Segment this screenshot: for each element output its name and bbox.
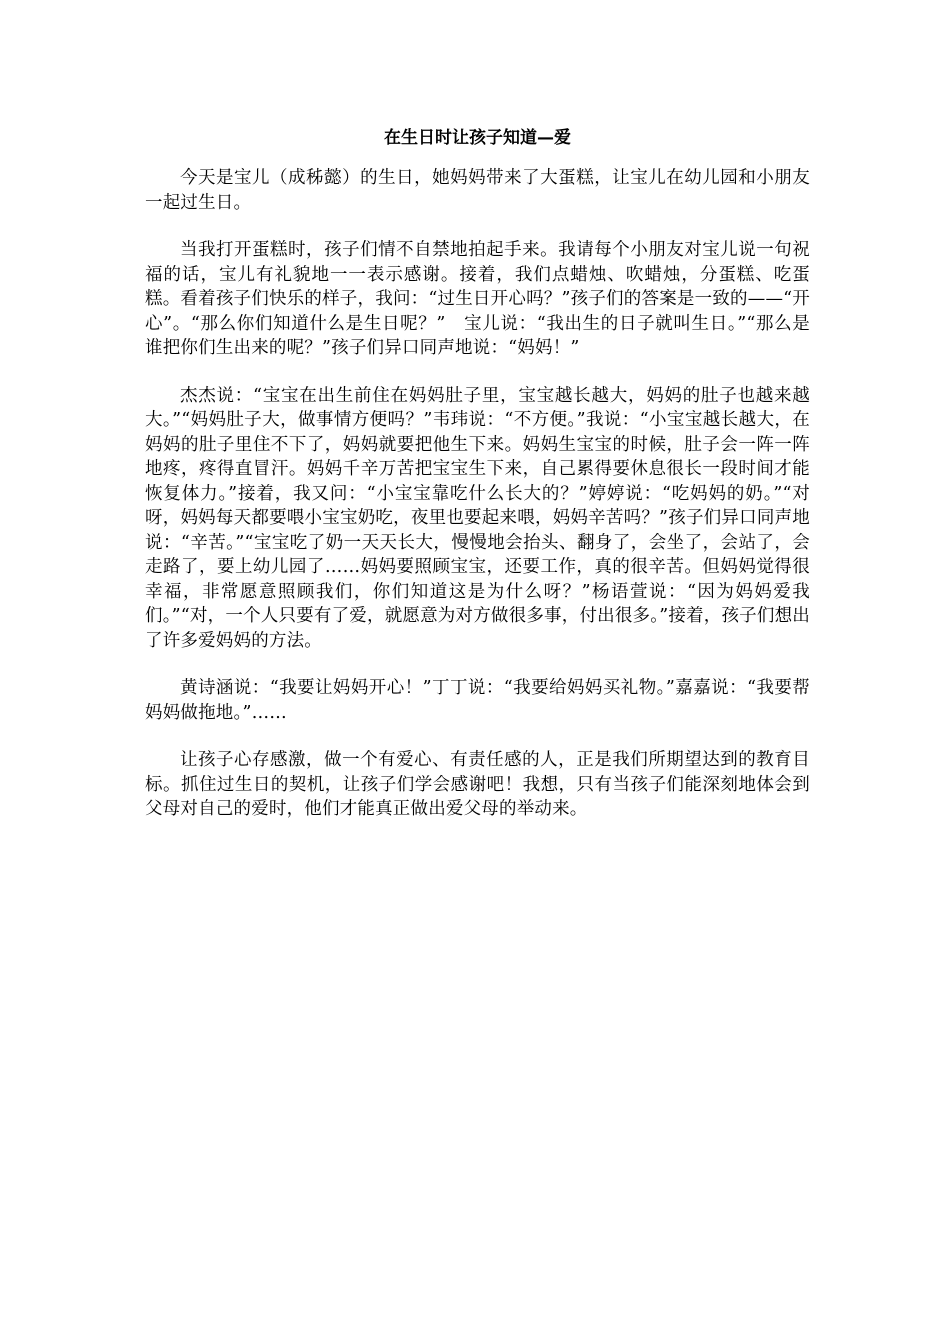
document-title: 在生日时让孩子知道—爱 xyxy=(384,128,571,148)
paragraph-5: 让孩子心存感激，做一个有爱心、有责任感的人，正是我们所期望达到的教育目标。抓住过生日的契机，让孩子们学会感谢吧！我想，只有当孩子们能深刻地体会到父母对自己的爱时，他们才能真正做出爱父母的举动来。 xyxy=(145,750,810,819)
paragraph-1: 今天是宝儿（成秭懿）的生日，她妈妈带来了大蛋糕，让宝儿在幼儿园和小朋友一起过生日。 xyxy=(145,168,810,213)
paragraph-4: 黄诗涵说：“我要让妈妈开心！”丁丁说：“我要给妈妈买礼物。”嘉嘉说：“我要帮妈妈做拖地。”…… xyxy=(145,678,810,723)
document-body xyxy=(145,124,810,845)
paragraph-3: 杰杰说：“宝宝在出生前住在妈妈肚子里，宝宝越长越大，妈妈的肚子也越来越大。”“妈妈肚子大，做事情方便吗？”韦玮说：“不方便。”我说：“小宝宝越长越大，在妈妈的肚子里住不下了，妈妈就要把他生下来。妈妈生宝宝的时候，肚子会一阵一阵地疼，疼得直冒汗。妈妈千辛万苦把宝宝生下来，自己累得要休息很长一段时间才能恢复体力。”接着，我又问：“小宝宝靠吃什么长大的？”婷婷说：“吃妈妈的奶。”“对呀，妈妈每天都要喂小宝宝奶吃，夜里也要起来喂，妈妈辛苦吗？”孩子们异口同声地说：“辛苦。”“宝宝吃了奶一天天长大，慢慢地会抬头、翻身了，会坐了，会站了，会走路了，要上幼儿园了……妈妈要照顾宝宝，还要工作，真的很辛苦。但妈妈觉得很幸福，非常愿意照顾我们，你们知道这是为什么呀？”杨语萱说：“因为妈妈爱我们。”“对，一个人只要有了爱，就愿意为对方做很多事，付出很多。”接着，孩子们想出了许多爱妈妈的方法。 xyxy=(145,385,810,651)
paragraph-2: 当我打开蛋糕时，孩子们情不自禁地拍起手来。我请每个小朋友对宝儿说一句祝福的话，宝儿有礼貌地一一表示感谢。接着，我们点蜡烛、吹蜡烛，分蛋糕、吃蛋糕。看着孩子们快乐的样子，我问：“过生日开心吗？”孩子们的答案是一致的——“开心”。“那么你们知道什么是生日呢？” 宝儿说：“我出生的日子就叫生日。”“那么是谁把你们生出来的呢？”孩子们异口同声地说：“妈妈！” xyxy=(145,240,810,358)
